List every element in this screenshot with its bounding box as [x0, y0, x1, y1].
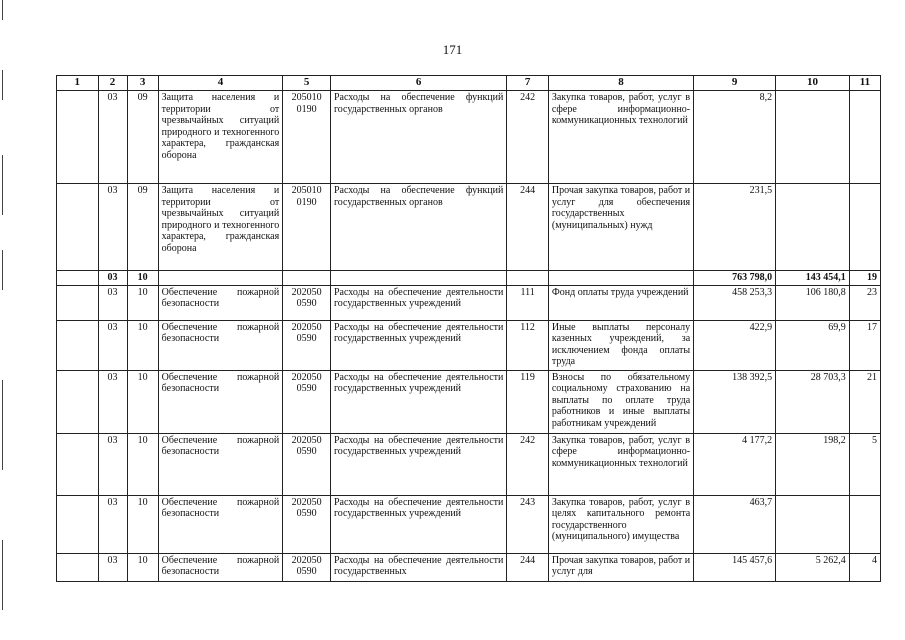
cell-subsection: 10: [127, 320, 158, 370]
cell-section-name: Обеспечение пожарной безопасности: [158, 433, 283, 495]
cell-expense-type: 112: [507, 320, 549, 370]
table-row: [57, 285, 881, 320]
cell-article-name: Расходы на обеспечение деятельности государственных учреждений: [330, 433, 506, 495]
cell-amount-11: [849, 184, 880, 271]
cell-expense-name: Закупка товаров, работ, услуг в целях капитального ремонта государственного (муниципального) имущества: [548, 495, 693, 553]
cell-col1: [57, 370, 99, 433]
cell-expense-name: Прочая закупка товаров, работ и услуг для обеспечения государственных (муниципальных) нужд: [548, 184, 693, 271]
cell-section: 03: [98, 433, 127, 495]
cell-amount-9: 422,9: [694, 320, 776, 370]
cell-target-article: 205010 0190: [283, 91, 331, 184]
cell-col1: [57, 553, 99, 581]
cell-target-article: [283, 271, 331, 286]
cell-amount-10: [776, 495, 850, 553]
cell-section-name: Обеспечение пожарной безопасности: [158, 495, 283, 553]
scan-edge-mark: [2, 380, 3, 470]
header-cell: 5: [283, 76, 331, 91]
page-number: 171: [442, 42, 463, 57]
cell-amount-11: 5: [849, 433, 880, 495]
cell-amount-11: 19: [849, 271, 880, 286]
table-row: [57, 553, 881, 581]
cell-section: 03: [98, 320, 127, 370]
cell-amount-10: 69,9: [776, 320, 850, 370]
cell-section: 03: [98, 184, 127, 271]
budget-table: [56, 75, 881, 582]
cell-expense-type: 242: [507, 433, 549, 495]
cell-expense-type: 111: [507, 285, 549, 320]
cell-article-name: Расходы на обеспечение деятельности государственных учреждений: [330, 495, 506, 553]
table-row: [57, 370, 881, 433]
cell-expense-name: Прочая закупка товаров, работ и услуг для: [548, 553, 693, 581]
cell-expense-type: 119: [507, 370, 549, 433]
cell-expense-type: 243: [507, 495, 549, 553]
cell-section-name: Обеспечение пожарной безопасности: [158, 285, 283, 320]
cell-section: 03: [98, 91, 127, 184]
cell-amount-9: 138 392,5: [694, 370, 776, 433]
cell-col1: [57, 495, 99, 553]
cell-expense-name: Закупка товаров, работ, услуг в сфере информационно-коммуникационных технологий: [548, 433, 693, 495]
table-row: [57, 184, 881, 271]
header-cell: 7: [507, 76, 549, 91]
table-total-row: [57, 271, 881, 286]
cell-target-article: 202050 0590: [283, 495, 331, 553]
cell-section-name: [158, 271, 283, 286]
cell-article-name: Расходы на обеспечение деятельности государственных учреждений: [330, 370, 506, 433]
cell-amount-10: [776, 184, 850, 271]
cell-col1: [57, 285, 99, 320]
header-cell: 6: [330, 76, 506, 91]
cell-article-name: Расходы на обеспечение деятельности государственных: [330, 553, 506, 581]
table-row: [57, 91, 881, 184]
cell-amount-9: 458 253,3: [694, 285, 776, 320]
table-row: [57, 320, 881, 370]
cell-expense-name: [548, 271, 693, 286]
cell-expense-name: Иные выплаты персоналу казенных учреждений, за исключением фонда оплаты труда: [548, 320, 693, 370]
cell-amount-11: [849, 91, 880, 184]
cell-article-name: [330, 271, 506, 286]
cell-section: 03: [98, 495, 127, 553]
cell-subsection: 10: [127, 271, 158, 286]
cell-section: 03: [98, 285, 127, 320]
header-row: [57, 76, 881, 91]
cell-subsection: 10: [127, 285, 158, 320]
header-cell: 9: [694, 76, 776, 91]
scan-edge-mark: [2, 250, 3, 290]
cell-subsection: 10: [127, 433, 158, 495]
cell-target-article: 202050 0590: [283, 285, 331, 320]
cell-section: 03: [98, 553, 127, 581]
scan-edge-mark: [2, 155, 3, 215]
cell-expense-type: 244: [507, 184, 549, 271]
cell-section-name: Защита населения и территории от чрезвычайных ситуаций природного и техногенного характера, гражданская оборона: [158, 184, 283, 271]
header-cell: 8: [548, 76, 693, 91]
header-cell: 1: [57, 76, 99, 91]
scan-edge-mark: [2, 540, 3, 610]
cell-expense-name: Закупка товаров, работ, услуг в сфере информационно-коммуникационных технологий: [548, 91, 693, 184]
cell-subsection: 10: [127, 553, 158, 581]
cell-amount-11: 17: [849, 320, 880, 370]
cell-col1: [57, 433, 99, 495]
cell-section-name: Защита населения и территории от чрезвычайных ситуаций природного и техногенного характера, гражданская оборона: [158, 91, 283, 184]
cell-col1: [57, 320, 99, 370]
cell-article-name: Расходы на обеспечение функций государственных органов: [330, 91, 506, 184]
cell-amount-9: 231,5: [694, 184, 776, 271]
cell-expense-name: Фонд оплаты труда учреждений: [548, 285, 693, 320]
cell-amount-9: 763 798,0: [694, 271, 776, 286]
cell-amount-10: 28 703,3: [776, 370, 850, 433]
cell-col1: [57, 184, 99, 271]
header-cell: 2: [98, 76, 127, 91]
cell-section-name: Обеспечение пожарной безопасности: [158, 370, 283, 433]
header-cell: 10: [776, 76, 850, 91]
cell-subsection: 10: [127, 495, 158, 553]
cell-amount-10: 106 180,8: [776, 285, 850, 320]
cell-expense-name: Взносы по обязательному социальному страхованию на выплаты по оплате труда работников и иные выплаты работникам учреждений: [548, 370, 693, 433]
cell-target-article: 202050 0590: [283, 433, 331, 495]
cell-subsection: 09: [127, 91, 158, 184]
cell-section: 03: [98, 370, 127, 433]
cell-amount-10: 143 454,1: [776, 271, 850, 286]
scan-edge-mark: [2, 70, 3, 100]
cell-amount-10: 198,2: [776, 433, 850, 495]
cell-subsection: 09: [127, 184, 158, 271]
cell-col1: [57, 91, 99, 184]
cell-col1: [57, 271, 99, 286]
cell-expense-type: [507, 271, 549, 286]
cell-section-name: Обеспечение пожарной безопасности: [158, 320, 283, 370]
cell-amount-11: 21: [849, 370, 880, 433]
cell-subsection: 10: [127, 370, 158, 433]
cell-amount-10: 5 262,4: [776, 553, 850, 581]
cell-amount-9: 463,7: [694, 495, 776, 553]
cell-target-article: 202050 0590: [283, 553, 331, 581]
cell-article-name: Расходы на обеспечение деятельности государственных учреждений: [330, 320, 506, 370]
cell-amount-9: 8,2: [694, 91, 776, 184]
scan-edge-mark: [2, 0, 3, 20]
cell-amount-11: [849, 495, 880, 553]
cell-target-article: 205010 0190: [283, 184, 331, 271]
cell-section: 03: [98, 271, 127, 286]
cell-target-article: 202050 0590: [283, 320, 331, 370]
cell-section-name: Обеспечение пожарной безопасности: [158, 553, 283, 581]
cell-amount-9: 4 177,2: [694, 433, 776, 495]
cell-target-article: 202050 0590: [283, 370, 331, 433]
header-cell: 11: [849, 76, 880, 91]
cell-article-name: Расходы на обеспечение функций государственных органов: [330, 184, 506, 271]
cell-expense-type: 244: [507, 553, 549, 581]
cell-expense-type: 242: [507, 91, 549, 184]
table-row: [57, 495, 881, 553]
table-row: [57, 433, 881, 495]
cell-amount-11: 4: [849, 553, 880, 581]
cell-amount-11: 23: [849, 285, 880, 320]
cell-amount-9: 145 457,6: [694, 553, 776, 581]
header-cell: 4: [158, 76, 283, 91]
header-cell: 3: [127, 76, 158, 91]
cell-amount-10: [776, 91, 850, 184]
cell-article-name: Расходы на обеспечение деятельности государственных учреждений: [330, 285, 506, 320]
